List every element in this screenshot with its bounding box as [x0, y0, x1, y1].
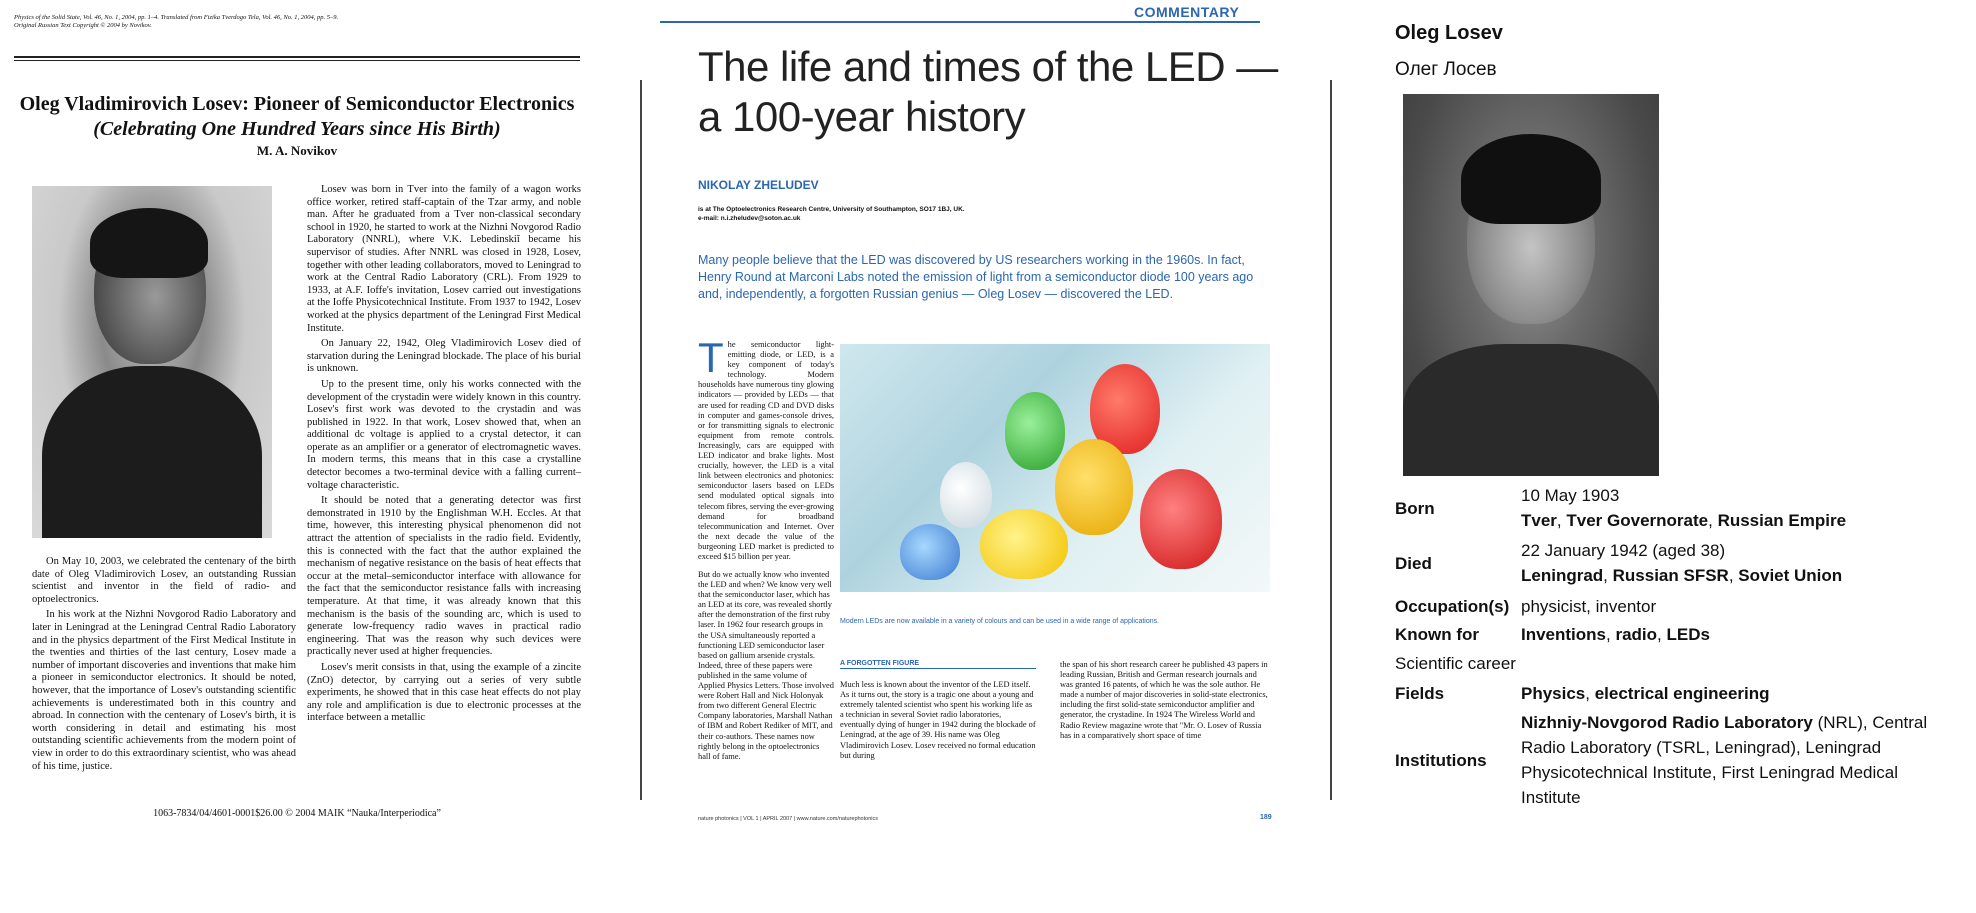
article-title: The life and times of the LED — a 100-year history — [698, 43, 1278, 140]
died-date: 22 January 1942 (aged 38) — [1521, 541, 1726, 560]
link-tver[interactable]: Tver — [1521, 511, 1557, 530]
native-name: Олег Лосев — [1395, 59, 1497, 80]
link-electrical-engineering[interactable]: electrical engineering — [1594, 684, 1770, 703]
fields-value: Physics, electrical engineering — [1521, 684, 1770, 703]
institutions-row — [1395, 710, 1965, 820]
link-russian-empire[interactable]: Russian Empire — [1717, 511, 1847, 530]
journal-header: Physics of the Solid State, Vol. 46, No. 1, 2004, pp. 1–4. Translated from Fizika Tverdogo Tela, Vol. 46, No. 1, 2004, pp. 5–9. Original Russian Text Copyright © 2004 by Novikov. — [14, 14, 339, 29]
paper-footer: 1063-7834/04/4601-0001$26.00 © 2004 MAIK “Nauka/Interperiodica” — [153, 808, 441, 819]
died-row — [1395, 538, 1965, 588]
article-body-col1: The semiconductor light-emitting diode, or LED, is a key component of today's technology. Modern households have numerous tiny glowing indicators — provided by LEDs — that are used for reading CD and DVD disks in computer and games-console drives, or for transmitting signals to electronic equipment from remote controls. Increasingly, cars are equipped with LED indicator and brake lights. Most crucially, however, the LED is a vital link between electronics and photonics: semiconductor lasers based on LEDs send modulated optical signals into telecom fibres, serving the ever-growing demand for broadband telecommunication and Internet. Over the next decade the value of the burgeoning LED market is predicted to exceed $15 billion per year. — [698, 334, 834, 561]
link-physics[interactable]: Physics — [1521, 684, 1586, 703]
section-label: COMMENTARY — [1134, 4, 1240, 20]
known-for-value: Inventions, radio, LEDs — [1521, 625, 1710, 644]
paper-title: Oleg Vladimirovich Losev: Pioneer of Semiconductor Electronics (Celebrating One Hundred Years since His Birth) — [19, 93, 575, 140]
link-inventions[interactable]: Inventions — [1521, 625, 1607, 644]
subheading: A FORGOTTEN FIGURE — [840, 660, 1036, 669]
article-lede: Many people believe that the LED was discovered by US researchers working in the 1960s. In fact, Henry Round at Marconi Labs noted the emission of light from a semiconductor diode 100 years ago and, independently, a forgotten Russian genius — Oleg Losev — discovered the LED. — [698, 253, 1254, 301]
article-page — [660, 0, 1280, 913]
divider — [1330, 80, 1332, 800]
article-body-col3: the span of his short research career he published 43 papers in leading Russian, British and German research journals and was granted 16 patents, of which he was the sole author. He made a number of major discoveries in solid-state electronics, including the first solid-state semiconductor amplifier and generator, the crystadine. In 1924 The Wireless World and Radio Review magazine wrote that "Mr. O. Losev of Russia has in a comparatively short space of time — [1060, 660, 1268, 740]
died-label: Died — [1395, 554, 1432, 573]
link-leds[interactable]: LEDs — [1666, 625, 1710, 644]
section-rule — [660, 21, 1260, 23]
drop-cap: T — [698, 334, 724, 381]
article-body-col1-cont: But do we actually know who invented the LED and when? We know very well that the semiconductor laser, which has an LED at its core, was revealed shortly after the demonstration of the first ruby laser. In 1962 four research groups in the USA simultaneously reported a functioning LED semiconductor laser based on gallium arsenide crystals. Indeed, three of these papers were published in the same volume of Applied Physics Letters. Those involved were Robert Hall and Nick Holonyak from two different General Electric Company laboratories, Marshall Nathan of IBM and Robert Rediker of MIT, and their co-authors. These names now rightly belong in the optoelectronics hall of fame. — [698, 570, 834, 761]
author-affiliation: is at The Optoelectronics Research Centre, University of Southampton, SO17 1BJ, UK. e-mail: n.i.zheludev@soton.ac.uk — [698, 206, 965, 222]
losev-infobox-photo[interactable] — [1403, 94, 1659, 476]
institutions-value: Nizhniy-Novgorod Radio Laboratory (NRL), Central Radio Laboratory (TSRL, Leningrad), Leningrad Physicotechnical Institute, First Leningrad Medical Institute — [1521, 713, 1928, 807]
link-russian-sfsr[interactable]: Russian SFSR — [1612, 566, 1729, 585]
header-rule — [14, 56, 580, 58]
paper-page — [0, 0, 600, 913]
known-for-label: Known for — [1395, 625, 1480, 644]
link-nizhniy-novgorod-radio-laboratory[interactable]: Nizhniy-Novgorod Radio Laboratory — [1521, 713, 1813, 732]
institutions-label: Institutions — [1395, 751, 1487, 770]
born-value: 10 May 1903 Tver, Tver Governorate, Russian Empire — [1521, 483, 1961, 533]
person-name: Oleg Losev — [1395, 22, 1503, 44]
fields-label: Fields — [1395, 684, 1445, 703]
occupation-label: Occupation(s) — [1395, 597, 1510, 616]
career-heading: Scientific career — [1395, 654, 1516, 673]
born-row — [1395, 483, 1965, 533]
photo-caption: Modern LEDs are now available in a variety of colours and can be used in a wide range of applications. — [840, 618, 1160, 625]
page-number: 189 — [1260, 814, 1272, 821]
header-rule-thin — [14, 60, 580, 61]
paper-column-left: On May 10, 2003, we celebrated the centenary of the birth date of Oleg Vladimirovich Losev, an outstanding Russian scientist and inventor in the field of radio- and optoelectronics. In his work at the Nizhni Novgorod Radio Laboratory and later in Leningrad at the Leningrad Central Radio Laboratory and in the physics department of the First Medical Institute in the twenties and thirties of the last century, Losev made a number of important discoveries and inventions that make him a pioneer in semiconductor electronics. It should be noted, however, that the importance of Losev's outstanding scientific achievements is underestimated both in this country and abroad. In connection with the centenary of Losev's birth, it is worth considering in detail and estimating his most outstanding scientific achievements from the modern point of view in order to do this extraordinary scientist, who was ahead of his time, justice. — [32, 556, 296, 772]
led-photo — [840, 344, 1270, 592]
article-footer: nature photonics | VOL 1 | APRIL 2007 | www.nature.com/naturephotonics — [698, 816, 878, 822]
link-soviet-union[interactable]: Soviet Union — [1738, 566, 1843, 585]
born-date: 10 May 1903 — [1521, 486, 1620, 505]
divider — [640, 80, 642, 800]
losev-portrait-photo — [32, 186, 272, 538]
occupation-value: physicist, inventor — [1521, 597, 1657, 616]
paper-column-right: Losev was born in Tver into the family of a wagon works office worker, retired staff-captain of the Tzar army, and noble man. After he graduated from a Tver non-classical secondary school in 1920, he started to work at the Nizhni Novgorod Radio Laboratory (NNRL), where V.K. Lebedinskiĭ became his supervisor of studies. After NNRL was closed in 1928, Losev, together with other leading collaborators, moved to Leningrad to work at the Central Radio Laboratory (CRL). From 1929 to 1933, at A.F. Ioffe's invitation, Losev carried out investigations at the Ioffe Physicotechnical Institute. From 1937 to 1942, Losev worked at the physics department of the Leningrad First Medical Institute. On January 22, 1942, Oleg Vladimirovich Losev died of starvation during the Leningrad blockade. The place of his burial is unknown. Up to the present time, only his works connected with the development of the crystadin were widely known in this country. Losev's first work was devoted to the crystadin and was published in 1922. In that work, Losev showed that, when an additional dc voltage is applied to a crystal detector, it can operate as an amplifier or a generator of electromagnetic waves. In modern terms, this means that in this case a crystalline detector becomes a two-terminal device with a falling current–voltage characteristic. It should be noted that a generating detector was first demonstrated in 1910 by the Englishman W.H. Eccles. At that time, however, this interesting physical phenomenon did not attract the attention of specialists in the radio field. Evidently, this is connected with the fact that the author explained the mechanism of negative resistance on the basis of heat effects that occur at the metal–semiconductor interface with allowance for the fact that the semiconductor resistance falls with increasing temperature. At that time, it was already known that this mechanism is the basis of the sounding arc, which is used to generate low-frequency radio waves in practical radio engineering. That was the reason why such devices were practically never used at higher frequencies. Losev's merit consists in that, using the example of a zincite (ZnO) detector, by carrying out a series of very subtle experiments, he showed that in this case heat effects do not play any role and amplification is due to electronic processes at the interface between a metallic — [307, 184, 581, 724]
paper-author: M. A. Novikov — [256, 143, 338, 158]
link-radio[interactable]: radio — [1615, 625, 1658, 644]
article-body-col2: Much less is known about the inventor of the LED itself. As it turns out, the story is a tragic one about a young and extremely talented scientist who spent his working life as a technician in several Soviet radio laboratories, eventually dying of hunger in 1942 during the blockade of Leningrad, at the age of 39. His name was Oleg Vladimirovich Losev. Losev received no formal education but during — [840, 680, 1036, 760]
died-value: 22 January 1942 (aged 38) Leningrad, Russian SFSR, Soviet Union — [1521, 538, 1961, 588]
link-leningrad[interactable]: Leningrad — [1521, 566, 1604, 585]
born-label: Born — [1395, 499, 1435, 518]
link-tver-governorate[interactable]: Tver Governorate — [1566, 511, 1709, 530]
infobox — [1375, 0, 1976, 913]
article-author: NIKOLAY ZHELUDEV — [698, 178, 819, 192]
